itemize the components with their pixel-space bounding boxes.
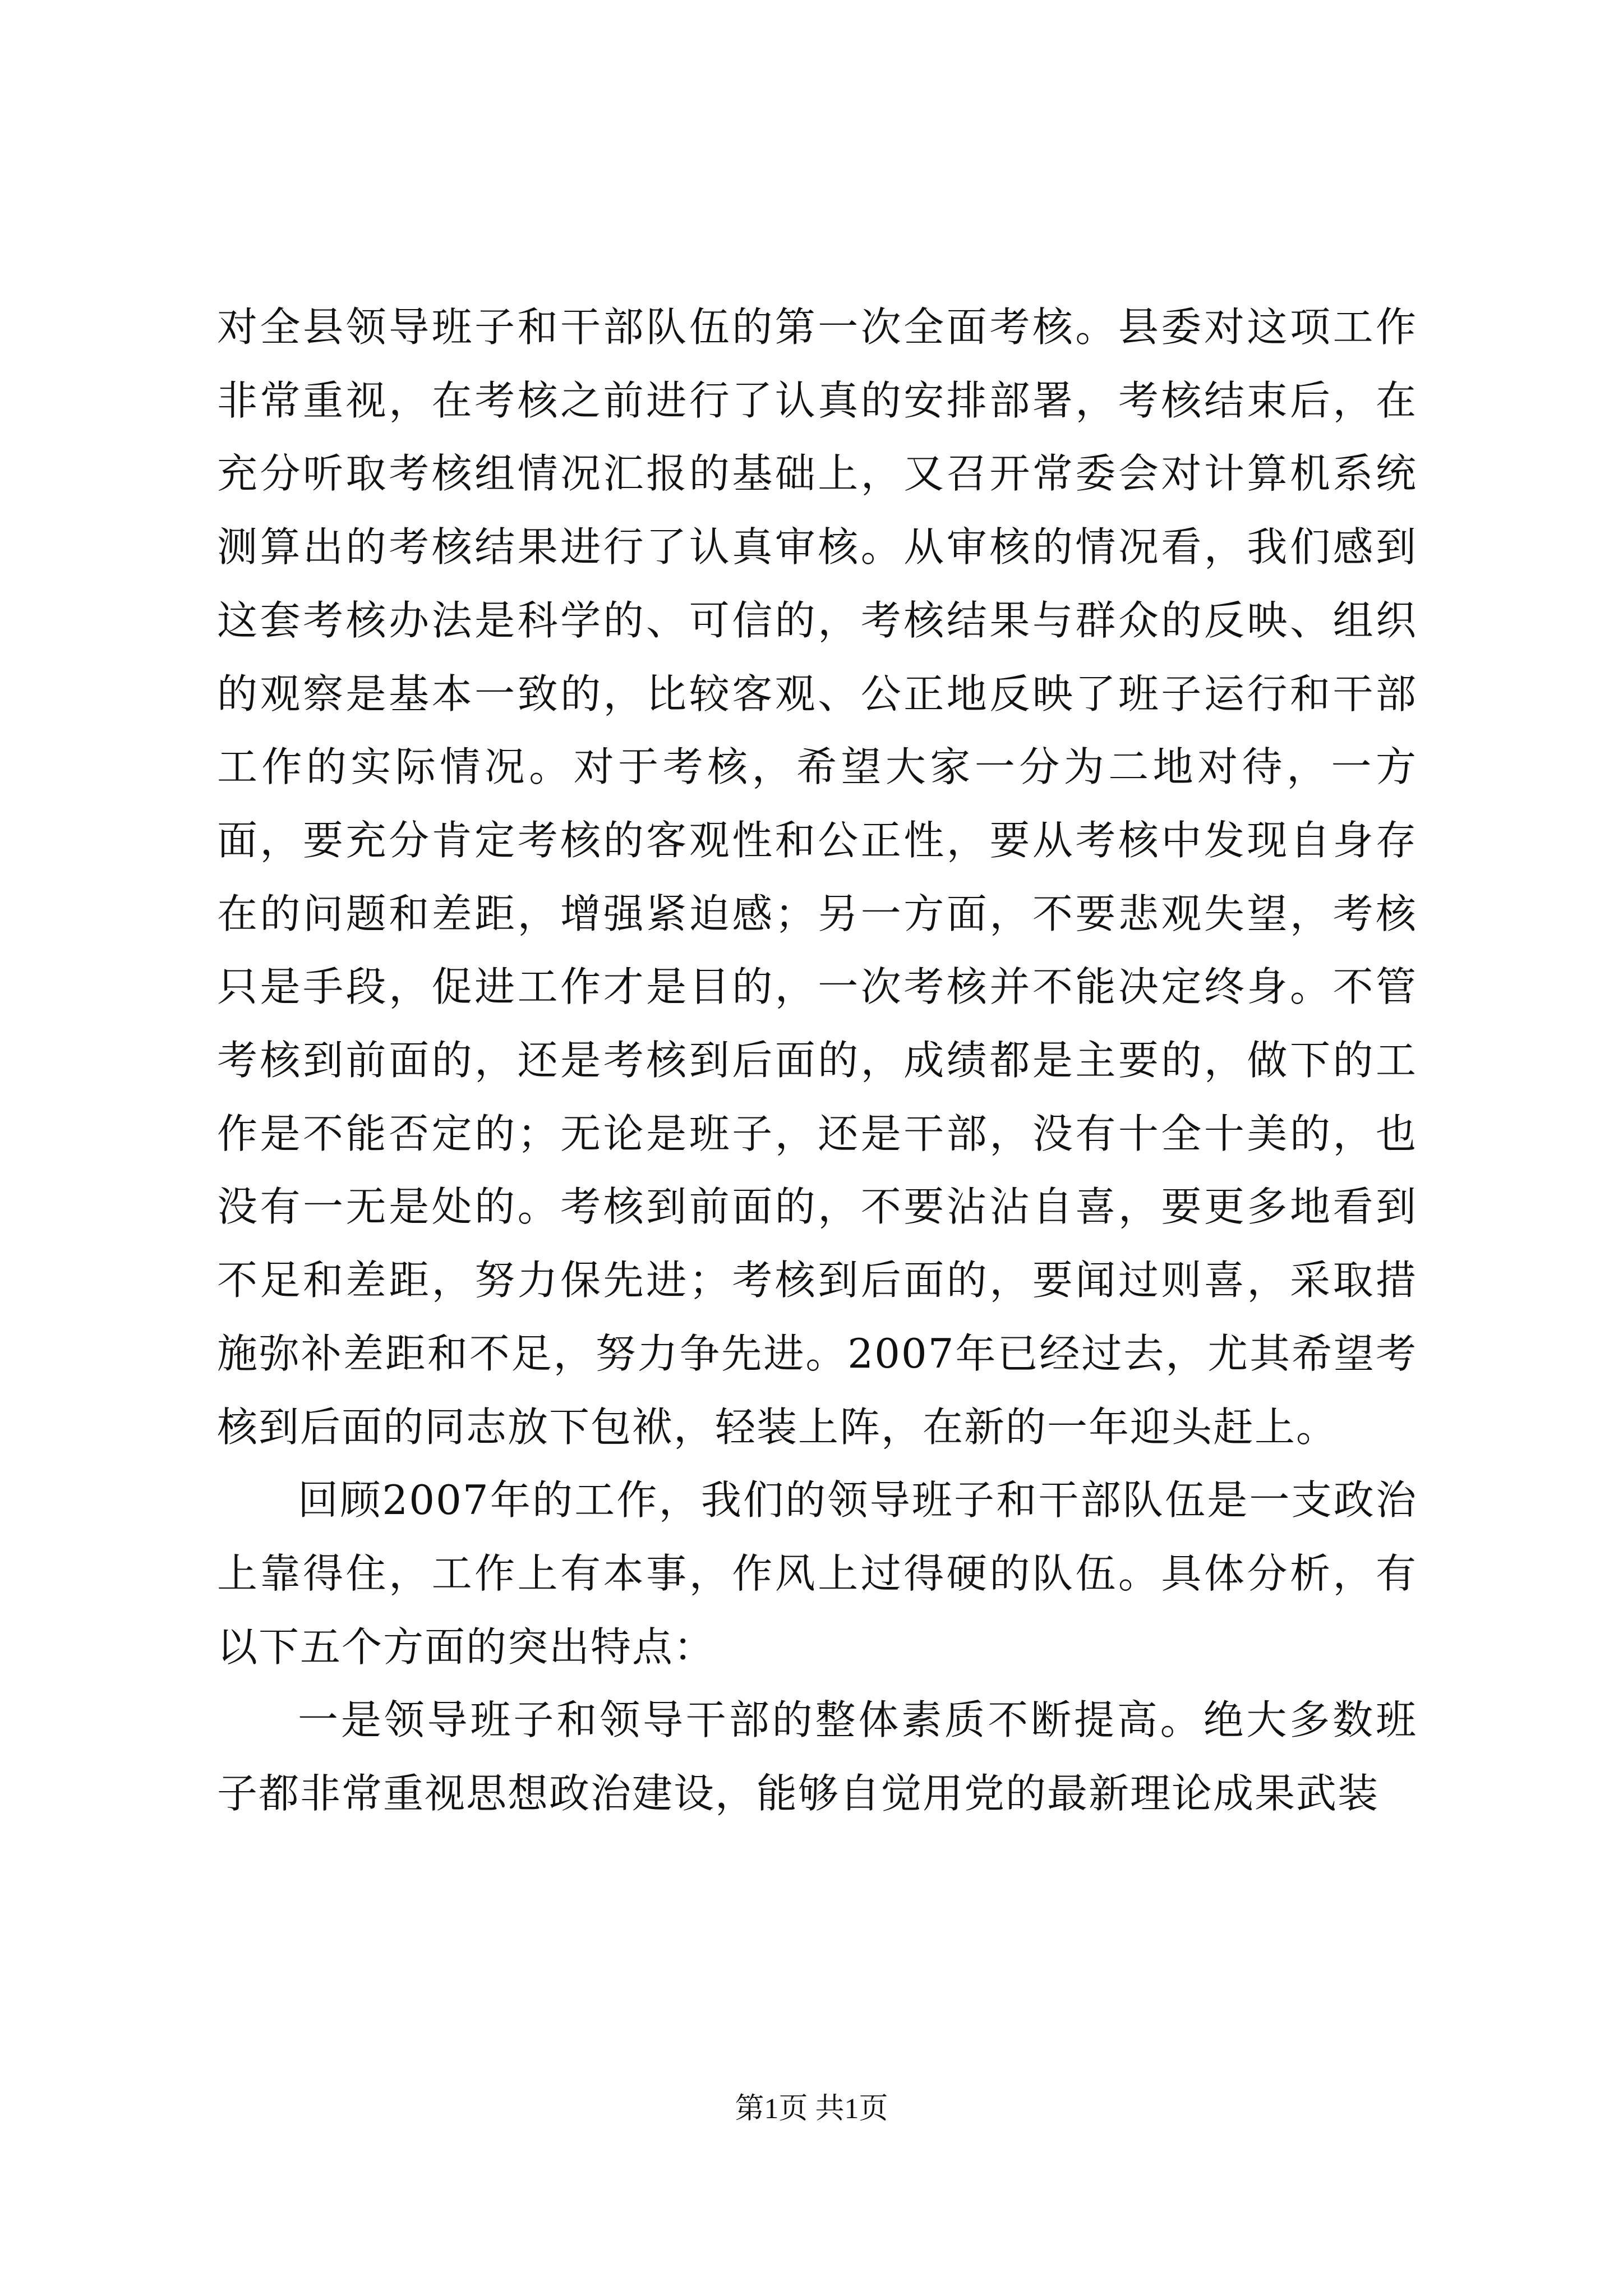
paragraph-3: 一是领导班子和领导干部的整体素质不断提高。绝大多数班子都非常重视思想政治建设，能够自觉用党的最新理论成果武装 [217, 1696, 1417, 1818]
paragraph-2: 回顾2007年的工作，我们的领导班子和干部队伍是一支政治上靠得住，工作上有本事，作风上过得硬的队伍。具体分析，有以下五个方面的突出特点： [217, 1476, 1417, 1671]
paragraph-1: 对全县领导班子和干部队伍的第一次全面考核。县委对这项工作非常重视，在考核之前进行了认真的安排部署，考核结束后，在充分听取考核组情况汇报的基础上，又召开常委会对计算机系统测算出的考核结果进行了认真审核。从审核的情况看，我们感到这套考核办法是科学的、可信的，考核结果与群众的反映、组织的观察是基本一致的，比较客观、公正地反映了班子运行和干部工作的实际情况。对于考核，希望大家一分为二地对待，一方面，要充分肯定考核的客观性和公正性，要从考核中发现自身存在的问题和差距，增强紧迫感；另一方面，不要悲观失望，考核只是手段，促进工作才是目的，一次考核并不能决定终身。不管考核到前面的，还是考核到后面的，成绩都是主要的，做下的工作是不能否定的；无论是班子，还是干部，没有十全十美的，也没有一无是处的。考核到前面的，不要沾沾自喜，要更多地看到不足和差距，努力保先进；考核到后面的，要闻过则喜，采取措施弥补差距和不足，努力争先进。2007年已经过去，尤其希望考核到后面的同志放下包袱，轻装上阵，在新的一年迎头赶上。 [217, 303, 1417, 1451]
document-body [217, 291, 1417, 1830]
page-footer: 第1页 共1页 [735, 2093, 888, 2125]
